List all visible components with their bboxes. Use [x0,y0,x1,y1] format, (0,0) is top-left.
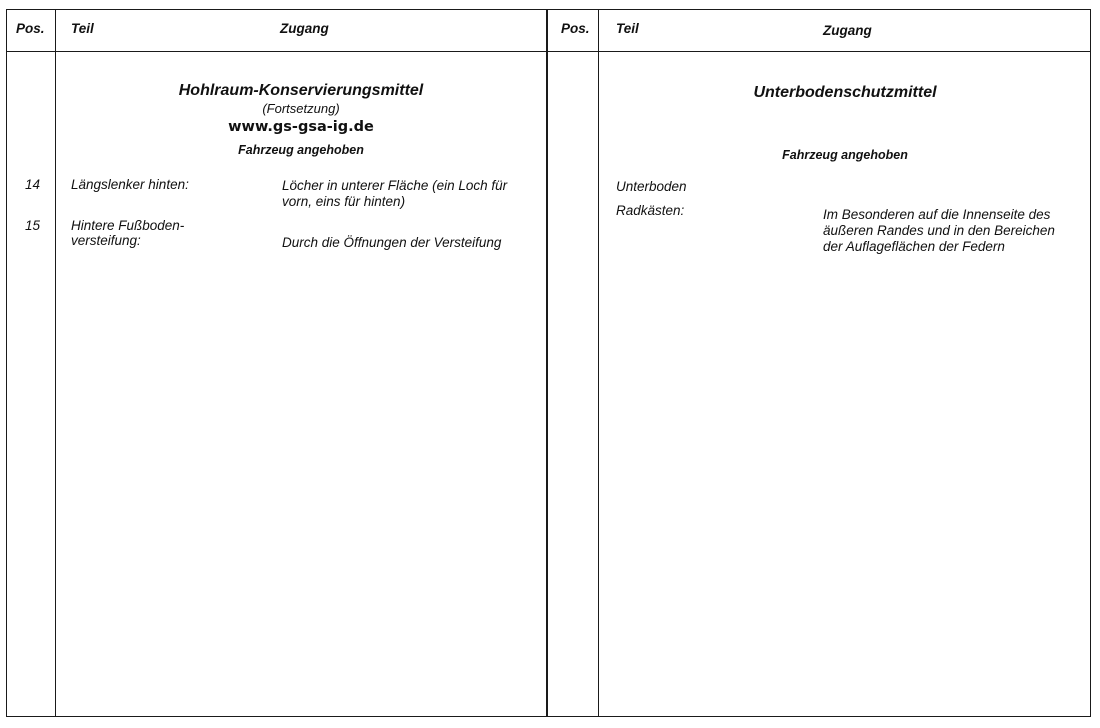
header-left-zugang: Zugang [280,21,329,36]
left-section-subtitle: (Fortsetzung) [262,101,340,116]
row-14-zugang-line-1: Löcher in unterer Fläche (ein Loch für [282,178,508,193]
header-right-pos: Pos. [561,21,590,36]
row-15-teil-line-2: versteifung: [71,233,141,248]
right-section-title: Unterbodenschutzmittel [753,84,937,101]
header-left-pos: Pos. [16,21,45,36]
column-divider-right-pos [598,9,599,717]
left-section-url: www.gs-gsa-ig.de [228,119,374,135]
column-divider-middle [546,9,548,717]
header-right-teil: Teil [616,21,639,36]
header-left-teil: Teil [71,21,94,36]
header-divider [6,51,1091,52]
row-radkaesten-zugang-line-1: Im Besonderen auf die Innenseite des [823,207,1051,222]
row-15-teil-line-1: Hintere Fußboden- [71,218,185,233]
row-radkaesten-zugang-line-3: der Auflageflächen der Federn [823,239,1005,254]
left-section-title: Hohlraum-Konservierungsmittel [178,82,424,99]
header-right-zugang: Zugang [823,23,872,38]
row-radkaesten-teil: Radkästen: [616,203,685,218]
row-unterboden-teil: Unterboden [616,179,687,194]
row-15-zugang-line-1: Durch die Öffnungen der Versteifung [282,235,502,250]
row-14-teil: Längslenker hinten: [71,177,189,192]
row-15-pos: 15 [25,218,41,233]
row-14-zugang-line-2: vorn, eins für hinten) [282,194,406,209]
left-section-condition: Fahrzeug angehoben [238,143,364,157]
row-14-pos: 14 [25,177,41,192]
row-radkaesten-zugang-line-2: äußeren Randes und in den Bereichen [823,223,1055,238]
right-section-condition: Fahrzeug angehoben [782,148,908,162]
